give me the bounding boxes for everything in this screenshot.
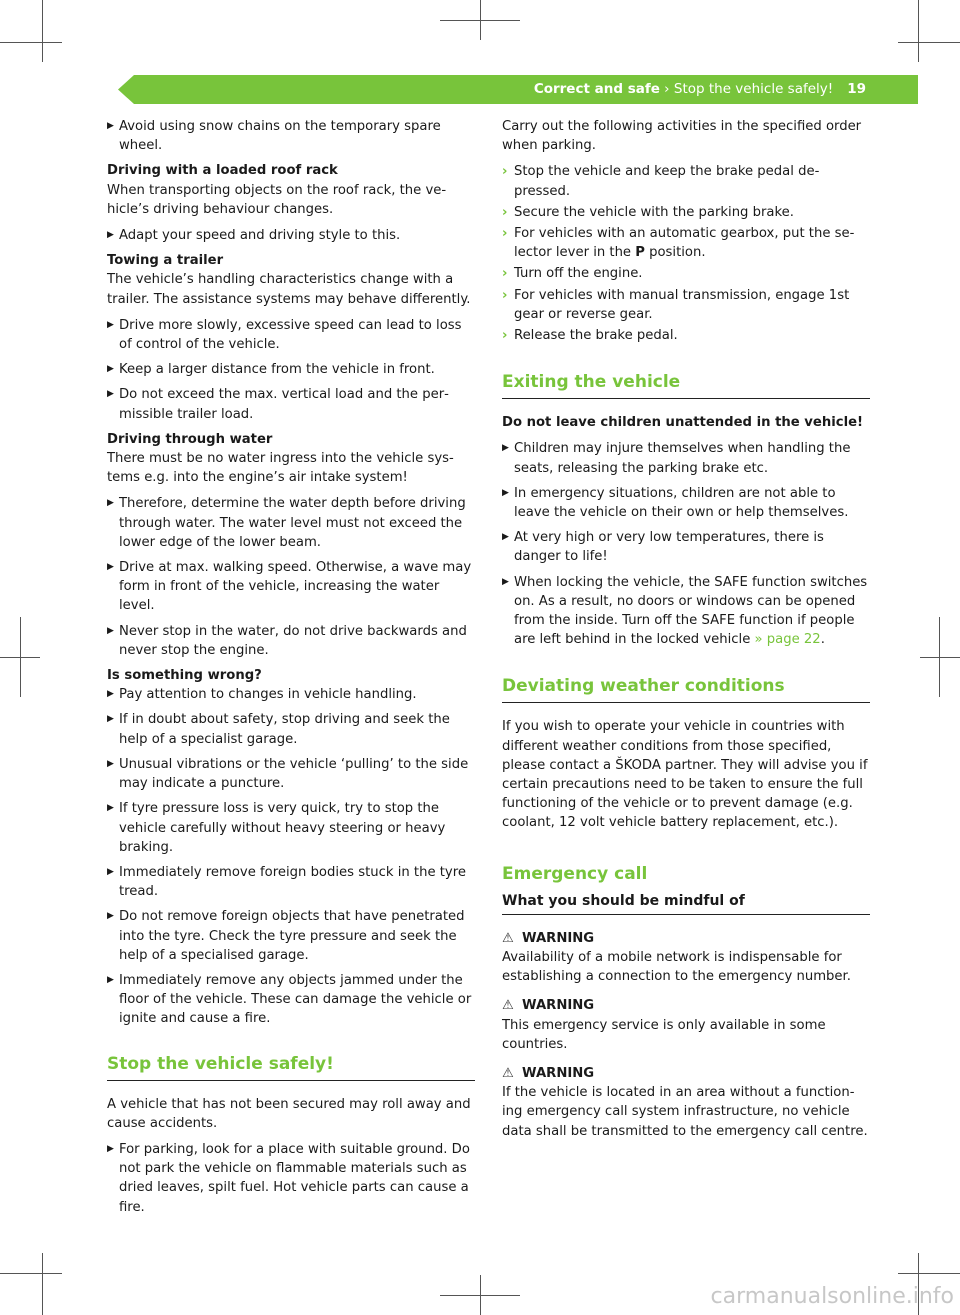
subheading: Towing a trailer <box>107 253 224 269</box>
section-title: Exiting the vehicle <box>502 371 870 399</box>
list-item: ▶ At very high or very low temperatures, there is danger to life! <box>502 530 824 565</box>
page-number: 19 <box>847 81 866 97</box>
crop-mark <box>42 0 43 62</box>
list-item: ▶ Immediately remove foreign bodies stuck in the tyre tread. <box>107 864 466 900</box>
list-item: ▶ Unusual vibrations or the vehicle ‘pulling’ to the side may indicate a puncture. <box>107 756 469 792</box>
triangle-bullet-icon: ▶ <box>107 498 114 509</box>
triangle-bullet-icon: ▶ <box>502 487 509 498</box>
warning-text: Availability of a mobile network is indispensable for establishing a connection to the emergency number. <box>502 949 851 985</box>
chevron-right-icon: › <box>502 204 508 220</box>
left-column <box>107 117 475 1223</box>
list-item: ▶ Children may injure themselves when handling the seats, releasing the parking brake etc. <box>502 441 851 476</box>
list-item: ▶ Avoid using snow chains on the temporary spare wheel. <box>107 119 441 154</box>
paragraph: Carry out the following activities in the specified order when parking. <box>502 119 862 154</box>
list-item: ▶ Immediately remove any objects jammed under the floor of the vehicle. These can damage the vehicle or ignite and cause a fire. <box>107 972 472 1027</box>
section-title: Deviating weather conditions <box>502 675 870 703</box>
paragraph: If you wish to operate your vehicle in countries with different weather conditions from those specified, please contact a ŠKODA partner. They will advise you if certain precautions need to be taken to ensure the full functioning of the vehicle or to prevent damage (e.g. coolant, 12 volt vehicle battery replacement, etc.). <box>502 719 868 831</box>
triangle-bullet-icon: ▶ <box>107 389 114 400</box>
subheading: Do not leave children unattended in the vehicle! <box>502 415 864 431</box>
list-item: ▶ Do not remove foreign objects that have penetrated into the tyre. Check the tyre pressure and seek the help of a specialised garage. <box>107 909 465 963</box>
warning-triangle-icon: ⚠ <box>502 1065 514 1081</box>
crop-mark <box>0 42 62 43</box>
list-item: ▶ If in doubt about safety, stop driving and seek the help of a specialist garage. <box>107 712 450 747</box>
triangle-bullet-icon: ▶ <box>502 532 509 543</box>
crop-mark <box>440 20 520 21</box>
subheading: Driving through water <box>107 431 273 447</box>
paragraph: There must be no water ingress into the vehicle systems e.g. into the engine’s air intake system! <box>107 451 454 486</box>
crop-mark <box>440 1295 520 1296</box>
subsection-title: What you should be mindful of <box>502 891 870 915</box>
list-item: ▶ Therefore, determine the water depth before driving through water. The water level must not exceed the lower edge of the lower beam. <box>107 496 466 550</box>
triangle-bullet-icon: ▶ <box>107 230 114 241</box>
crop-mark <box>0 657 40 658</box>
paragraph: When transporting objects on the roof rack, the vehicle’s driving behaviour changes. <box>107 182 447 217</box>
triangle-bullet-icon: ▶ <box>107 1143 114 1154</box>
chevron-right-icon: › <box>502 266 508 282</box>
list-item: ▶ For parking, look for a place with suitable ground. Do not park the vehicle on flammable materials such as dried leaves, spilt fuel. Hot vehicle parts can cause a fire. <box>107 1141 470 1215</box>
warning-triangle-icon: ⚠ <box>502 998 514 1014</box>
paragraph: A vehicle that has not been secured may roll away and cause accidents. <box>107 1096 471 1131</box>
triangle-bullet-icon: ▶ <box>107 689 114 700</box>
paragraph: The vehicle’s handling characteristics change with a trailer. The assistance systems may behave differently. <box>107 272 471 307</box>
triangle-bullet-icon: ▶ <box>107 758 114 769</box>
subheading: Driving with a loaded roof rack <box>107 163 338 179</box>
right-column <box>502 117 870 1148</box>
warning-triangle-icon: ⚠ <box>502 930 514 946</box>
list-item: ▶ Drive at max. walking speed. Otherwise, a wave may form in front of the vehicle, increasing the water level. <box>107 560 472 614</box>
section-title: Stop the vehicle safely! <box>107 1053 475 1081</box>
crop-mark <box>920 657 960 658</box>
page-reference-link[interactable]: » page 22 <box>754 632 821 648</box>
list-item: ▶ Adapt your speed and driving style to this. <box>107 228 401 244</box>
chevron-right-icon: › <box>502 328 508 344</box>
step-item: › Secure the vehicle with the parking brake. <box>502 203 870 222</box>
crop-mark <box>918 0 919 62</box>
warning-heading: ⚠ WARNING <box>502 929 870 948</box>
list-item: ▶ In emergency situations, children are not able to leave the vehicle on their own or help themselves. <box>502 485 849 521</box>
triangle-bullet-icon: ▶ <box>502 443 509 454</box>
list-item: ▶ Do not exceed the max. vertical load and the permissible trailer load. <box>107 387 449 422</box>
crop-mark <box>898 42 960 43</box>
step-item: › For vehicles with manual transmission, engage 1st gear or reverse gear. <box>502 287 850 322</box>
triangle-bullet-icon: ▶ <box>107 714 114 725</box>
gear-position-p: P <box>635 245 645 261</box>
crop-mark <box>42 1253 43 1315</box>
header-section: Correct and safe <box>533 81 660 97</box>
step-item: › Turn off the engine. <box>502 264 870 283</box>
crop-mark <box>898 1273 960 1274</box>
triangle-bullet-icon: ▶ <box>107 866 114 877</box>
list-item: ▶ If tyre pressure loss is very quick, try to stop the vehicle carefully without heavy steering or heavy braking. <box>107 801 446 855</box>
triangle-bullet-icon: ▶ <box>107 974 114 985</box>
triangle-bullet-icon: ▶ <box>107 625 114 636</box>
triangle-bullet-icon: ▶ <box>107 562 114 573</box>
watermark: carmanualsonline.info <box>710 1284 954 1309</box>
triangle-bullet-icon: ▶ <box>107 911 114 922</box>
list-item: ▶ Pay attention to changes in vehicle handling. <box>107 687 417 703</box>
crop-mark <box>0 1273 62 1274</box>
triangle-bullet-icon: ▶ <box>502 576 509 587</box>
header-separator: › <box>659 81 674 97</box>
triangle-bullet-icon: ▶ <box>107 803 114 814</box>
triangle-bullet-icon: ▶ <box>107 121 114 131</box>
chevron-right-icon: › <box>502 287 508 303</box>
warning-heading: ⚠ WARNING <box>502 996 870 1015</box>
running-header <box>534 75 866 104</box>
warning-text: If the vehicle is located in an area without a functioning emergency call system infrastructure, no vehicle data shall be transmitted to the emergency call centre. <box>502 1085 868 1139</box>
chevron-right-icon: › <box>502 226 508 242</box>
section-title: Emergency call <box>502 863 648 884</box>
list-item: ▶ When locking the vehicle, the SAFE function switches on. As a result, no doors or windows can be opened from the inside. Turn off the SAFE function if people are left behind in the locked vehicle » page 22. <box>502 574 868 648</box>
triangle-bullet-icon: ▶ <box>107 364 114 375</box>
warning-text: This emergency service is only available in some countries. <box>502 1017 826 1052</box>
chevron-right-icon: › <box>502 164 508 180</box>
list-item: ▶ Keep a larger distance from the vehicle in front. <box>107 362 435 378</box>
warning-heading: ⚠ WARNING <box>502 1064 870 1083</box>
list-item: ▶ Never stop in the water, do not drive backwards and never stop the engine. <box>107 623 467 658</box>
list-item: ▶ Drive more slowly, excessive speed can lead to loss of control of the vehicle. <box>107 317 462 353</box>
step-item: › Stop the vehicle and keep the brake pedal depressed. <box>502 164 820 199</box>
step-item: › For vehicles with an automatic gearbox, put the selector lever in the P position. <box>502 226 855 261</box>
step-item: › Release the brake pedal. <box>502 326 870 345</box>
subheading: Is something wrong? <box>107 668 262 684</box>
triangle-bullet-icon: ▶ <box>107 319 114 330</box>
header-subsection: Stop the vehicle safely! <box>673 81 834 97</box>
